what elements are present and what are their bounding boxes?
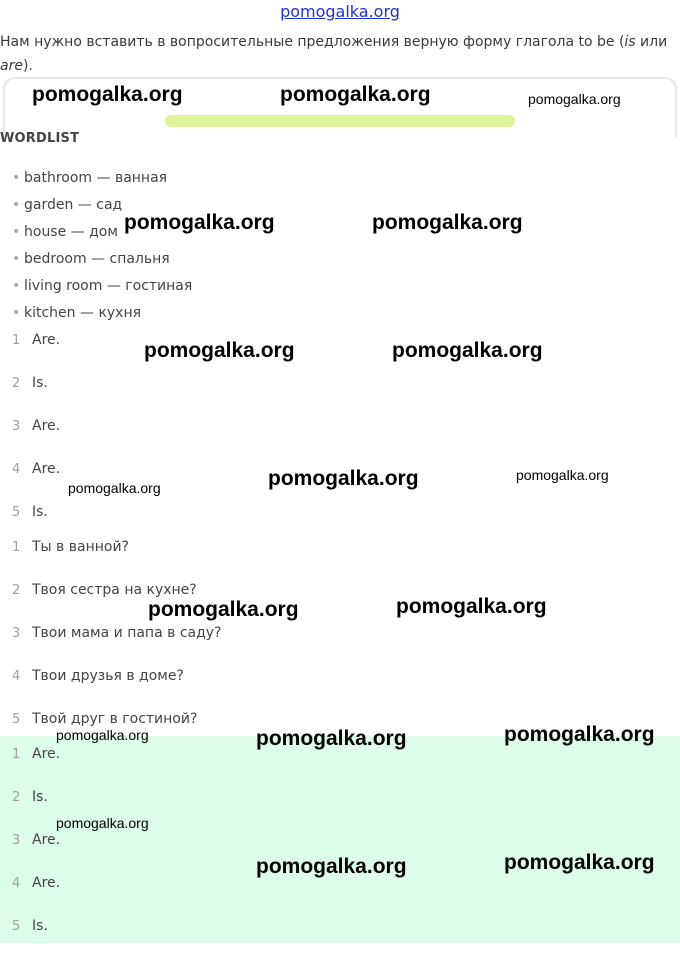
intro-text-mid: или xyxy=(635,34,668,50)
item-number: 5 xyxy=(12,712,21,727)
answer-item xyxy=(12,414,60,457)
watermark: pomogalka.org xyxy=(516,467,609,483)
watermark: pomogalka.org xyxy=(32,83,183,106)
wordlist-entry: bathroom — ванная xyxy=(24,170,168,186)
watermark: pomogalka.org xyxy=(504,851,655,874)
answer-item xyxy=(12,328,60,371)
item-number: 1 xyxy=(12,333,21,348)
watermark: pomogalka.org xyxy=(68,480,161,496)
item-number: 4 xyxy=(12,669,21,684)
watermark: pomogalka.org xyxy=(256,727,407,750)
intro-text-before: Нам нужно вставить в вопросительные предложения верную форму глагола to be ( xyxy=(0,34,625,50)
answer-text: Are. xyxy=(32,461,61,477)
watermark: pomogalka.org xyxy=(504,723,655,746)
watermark: pomogalka.org xyxy=(148,598,299,621)
answer-text: Are. xyxy=(32,875,61,891)
wordlist-title: WORDLIST xyxy=(0,131,80,146)
answer-text: Are. xyxy=(32,332,61,348)
wordlist-entry: living room — гостиная xyxy=(24,278,193,294)
watermark: pomogalka.org xyxy=(396,595,547,618)
translation-item xyxy=(12,621,222,664)
answer-item xyxy=(12,785,60,828)
bullet-icon: • xyxy=(12,170,21,186)
answers-list-second xyxy=(12,742,60,957)
item-number: 2 xyxy=(12,583,21,598)
answer-text: Are. xyxy=(32,418,61,434)
list-item xyxy=(12,301,192,328)
watermark: pomogalka.org xyxy=(56,815,149,831)
item-number: 4 xyxy=(12,462,21,477)
watermark: pomogalka.org xyxy=(124,211,275,234)
answer-item xyxy=(12,828,60,871)
answers-list-first xyxy=(12,328,60,543)
bullet-icon: • xyxy=(12,197,21,213)
watermark: pomogalka.org xyxy=(268,467,419,490)
translation-text: Твой друг в гостиной? xyxy=(32,711,198,727)
wordlist-entry: garden — сад xyxy=(24,197,123,213)
watermark: pomogalka.org xyxy=(256,855,407,878)
item-number: 3 xyxy=(12,419,21,434)
intro-emphasis-are: are xyxy=(0,58,23,74)
answer-text: Is. xyxy=(32,918,48,934)
item-number: 4 xyxy=(12,876,21,891)
wordlist xyxy=(12,166,192,328)
intro-text-after: ). xyxy=(22,58,33,74)
answer-text: Is. xyxy=(32,504,48,520)
answer-text: Are. xyxy=(32,832,61,848)
answer-item xyxy=(12,742,60,785)
list-item xyxy=(12,247,192,274)
watermark: pomogalka.org xyxy=(280,83,431,106)
watermark: pomogalka.org xyxy=(56,727,149,743)
task-instructions xyxy=(0,30,680,78)
watermark: pomogalka.org xyxy=(392,339,543,362)
answer-item xyxy=(12,457,60,500)
bullet-icon: • xyxy=(12,224,21,240)
wordlist-entry: house — дом xyxy=(24,224,118,240)
wordlist-entry: kitchen — кухня xyxy=(24,305,142,321)
answer-item xyxy=(12,371,60,414)
answer-item xyxy=(12,914,60,957)
watermark: pomogalka.org xyxy=(528,91,621,107)
watermark: pomogalka.org xyxy=(144,339,295,362)
item-number: 5 xyxy=(12,505,21,520)
item-number: 3 xyxy=(12,626,21,641)
answer-text: Are. xyxy=(32,746,61,762)
translation-text: Ты в ванной? xyxy=(32,539,129,555)
item-number: 2 xyxy=(12,790,21,805)
item-number: 1 xyxy=(12,747,21,762)
bullet-icon: • xyxy=(12,251,21,267)
tab-scroll-indicator[interactable] xyxy=(165,115,515,127)
translation-text: Твои мама и папа в саду? xyxy=(32,625,222,641)
translation-text: Твоя сестра на кухне? xyxy=(32,582,197,598)
item-number: 3 xyxy=(12,833,21,848)
list-item xyxy=(12,274,192,301)
wordlist-entry: bedroom — спальня xyxy=(24,251,170,267)
item-number: 1 xyxy=(12,540,21,555)
intro-emphasis-is: is xyxy=(624,34,636,50)
site-header-link[interactable]: pomogalka.org xyxy=(280,2,400,21)
item-number: 5 xyxy=(12,919,21,934)
list-item xyxy=(12,166,192,193)
answer-text: Is. xyxy=(32,375,48,391)
translation-item xyxy=(12,664,222,707)
watermark: pomogalka.org xyxy=(372,211,523,234)
translation-text: Твои друзья в доме? xyxy=(32,668,184,684)
highlighted-answers-block xyxy=(0,736,680,943)
translation-item xyxy=(12,535,222,578)
answer-text: Is. xyxy=(32,789,48,805)
item-number: 2 xyxy=(12,376,21,391)
bullet-icon: • xyxy=(12,305,21,321)
translations-list xyxy=(12,535,222,750)
bullet-icon: • xyxy=(12,278,21,294)
answer-item xyxy=(12,871,60,914)
